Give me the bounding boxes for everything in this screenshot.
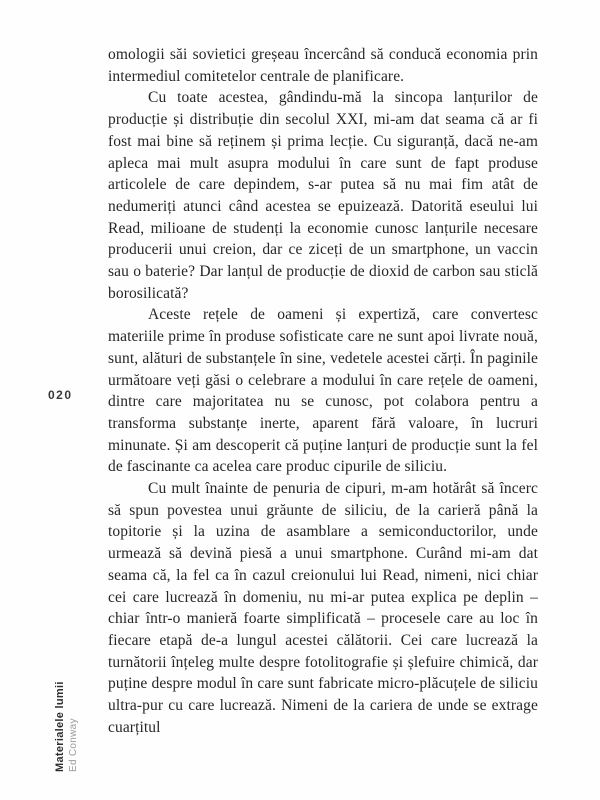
paragraph: Cu toate acestea, gândindu-mă la sincopa lanțurilor de producție și distribuție din secolul XXI, mi-am dat seama că ar fi fost mai bine să reținem și prima lecție. Cu siguranță, dacă ne-am apleca mai mult asupra modului în care sunt de fapt produse articolele de care depindem, s-ar putea să nu mai fim atât de nedumeriți atunci când acestea se epuizează. Datorită eseului lui Read, milioane de studenți la economie cunosc lanțurile necesare producerii unui creion, dar ce ziceți de un smartphone, un vaccin sau o baterie? Dar lanțul de producție de dioxid de carbon sau sticlă borosilicată? <box>108 89 538 302</box>
paragraph: omologii săi sovietici greșeau încercând să conducă economia prin intermediul comitetelor centrale de planificare. <box>108 46 538 85</box>
paragraph: Aceste rețele de oameni și expertiză, care convertesc materiile prime în produse sofisticate care ne sunt apoi livrate nouă, sunt, alături de substanțele în sine, vedetele acestei cărți. În paginile următoare veți găsi o celebrare a modului în care rețele de oameni, dintre care majoritatea nu se cunosc, pot colabora pentru a transforma substanțe inerte, aparent fără valoare, în lucruri minunate. Și am descoperit că puține lanțuri de producție sunt la fel de fascinante ca acelea care produc cipurile de siliciu. <box>108 306 538 476</box>
spine-text <box>53 681 80 772</box>
author-name: Ed Conway <box>68 718 79 772</box>
page-text <box>108 44 538 739</box>
book-title: Materialele lumii <box>54 681 66 772</box>
page-number: 020 <box>48 388 73 402</box>
paragraph: Cu mult înainte de penuria de cipuri, m-am hotărât să încerc să spun povestea unui grăunte de siliciu, de la carieră până la topitorie și la uzina de asamblare a semiconductorilor, unde urmează să devină piesă a unui smartphone. Curând mi-am dat seama că, la fel ca în cazul creionului lui Read, nimeni, nici chiar cei care lucrează în domeniu, nu mi-ar putea explica pe deplin – chiar într-o manieră foarte simplificată – procesele care au loc în fiecare etapă de-a lungul acestei călătorii. Cei care lucrează la turnătorii înțeleg multe despre fotolitografie și șlefuire chimică, dar puține despre modul în care sunt fabricate micro-plăcuțele de siliciu ultra-pur cu care lucrează. Nimeni de la cariera de unde se extrage cuarțitul <box>108 480 538 736</box>
